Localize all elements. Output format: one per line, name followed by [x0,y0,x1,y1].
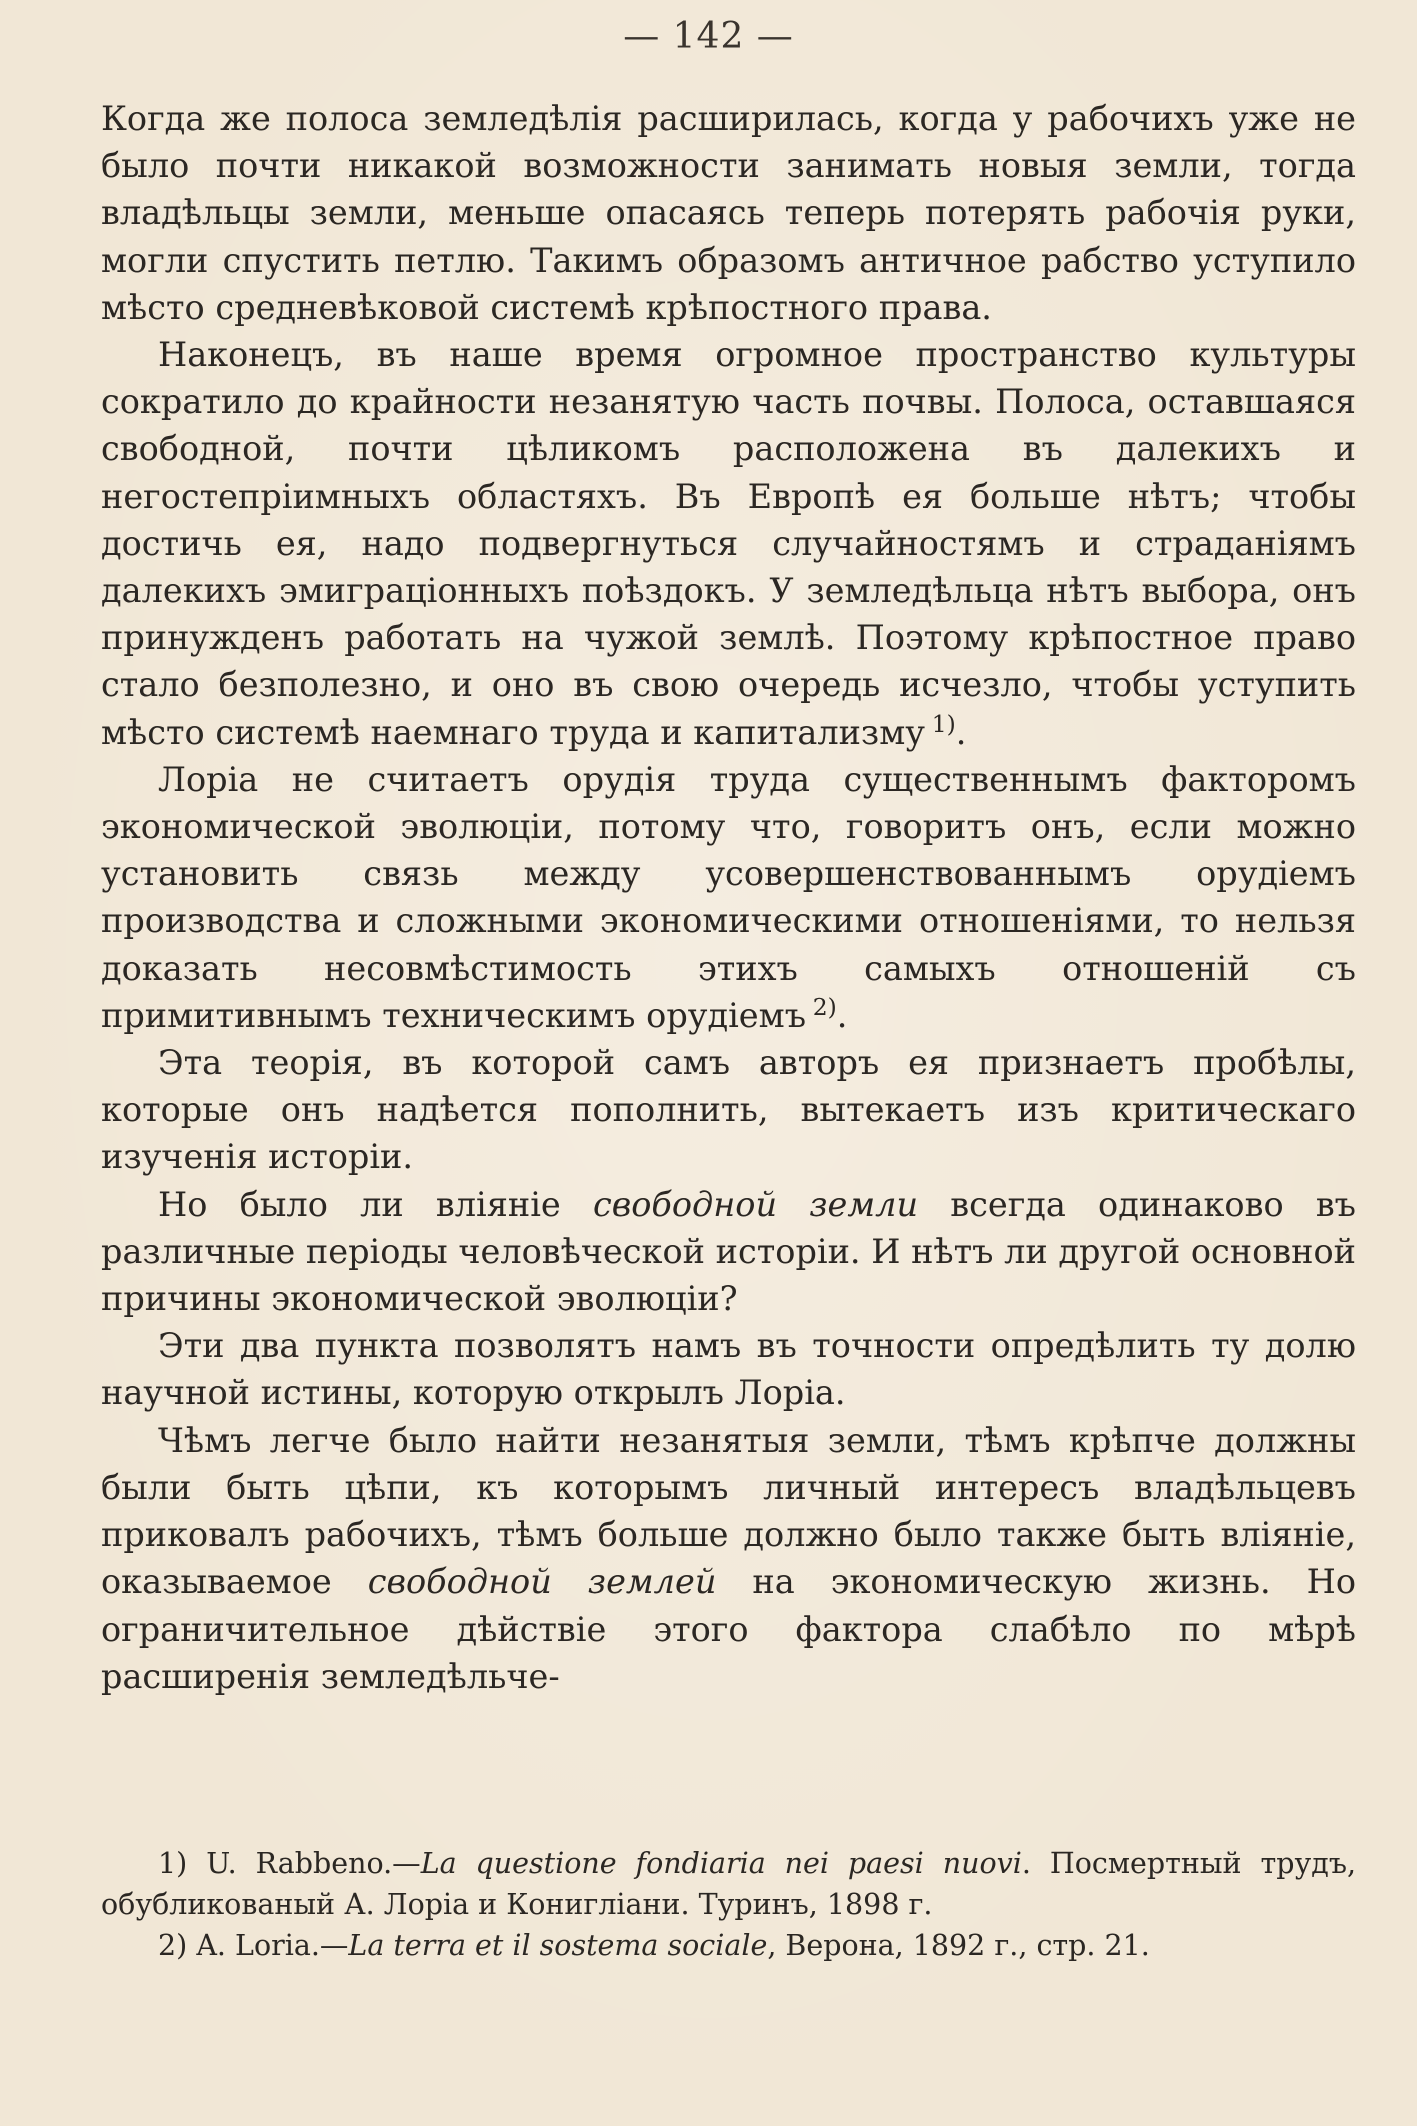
footnote-2-rest: , Верона, 1892 г., стр. 21. [767,1929,1150,1962]
paragraph-6: Эти два пункта позволятъ намъ въ точности опредѣлить ту долю научной истины, которую открылъ Лоріа. [101,1326,1356,1413]
footnote-1-rest: . Посмертный трудъ, обубликованый А. Лоріа и Конигліани. Туринъ, 1898 г. [101,1847,1357,1921]
paragraph-4: Эта теорія, въ которой самъ авторъ ея признаетъ пробѣлы, которые онъ надѣется пополнить, вытекаетъ изъ критическаго изученія исторіи. [101,1043,1356,1177]
footnote-ref-1-number: 1 [931,709,947,738]
paragraph-2 [101,331,1356,756]
paragraph-7 [101,1417,1356,1700]
footnotes [101,1843,1356,1966]
paragraph-5-before: Но было ли вліяніе [158,1184,593,1224]
paragraph-2-text: Наконецъ, въ наше время огромное пространство культуры сократило до крайности незанятую часть почвы. Полоса, оставшаяся свободной, почти цѣликомъ расположена въ далекихъ и негостепріимныхъ областяхъ. Въ Европѣ ея больше нѣтъ; чтобы достичь ея, надо подвергнуться случайностямъ и страданіямъ далекихъ эмиграціонныхъ поѣздокъ. У земледѣльца нѣтъ выбора, онъ принужденъ работать на чужой землѣ. Поэтому крѣпостное право стало безполезно, и оно въ свою очередь исчезло, чтобы уступить мѣсто системѣ наемнаго труда и капитализму [101,335,1356,752]
paragraph-2-tail: . [955,712,967,752]
footnote-1-author: U. Rabbeno.— [206,1847,421,1880]
paragraph-5-after: всегда одинаково въ различные періоды человѣческой исторіи. И нѣтъ ли другой основной причины экономической эволюціи? [101,1184,1356,1319]
footnote-1-mark: 1) [158,1847,188,1880]
paragraph-5-italic: свободной земли [592,1184,919,1224]
footnote-2-author: A. Loria.— [196,1929,349,1962]
paragraph-7-after: на экономическую жизнь. Но ограничительное дѣйствіе этого фактора слабѣло по мѣрѣ расширенія земледѣльче- [101,1562,1356,1696]
paragraph-3-text: Лоріа не считаетъ орудія труда существеннымъ факторомъ экономической эволюціи, потому что, говоритъ онъ, если можно установить связь между усовершенствованнымъ орудіемъ производства и сложными экономическими отношеніями, то нельзя доказать несовмѣстимость этихъ самыхъ отношеній съ примитивнымъ техническимъ орудіемъ [101,759,1356,1035]
footnote-2-title: La terra et il sostema sociale [348,1929,768,1962]
footnote-1 [101,1843,1356,1925]
paragraph-3-tail: . [836,995,848,1035]
footnote-ref-2: 2) [812,992,837,1021]
paragraph-1: Когда же полоса земледѣлія расширилась, когда у рабочихъ уже не было почти никакой возможности занимать новыя земли, тогда владѣльцы земли, меньше опасаясь теперь потерять рабочія руки, могли спустить петлю. Такимъ образомъ античное рабство уступило мѣсто средневѣковой системѣ крѣпостного права. [101,99,1356,327]
page-number: — 142 — [623,16,794,57]
footnote-ref-1: 1) [931,709,956,738]
paragraph-7-italic: свободной землей [367,1562,717,1602]
paragraph-5 [101,1181,1356,1323]
paragraph-3 [101,756,1356,1039]
footnote-1-title: La questione fondiaria nei paesi nuovi [420,1847,1022,1880]
footnote-2-mark: 2) [158,1929,188,1962]
footnote-ref-2-number: 2 [812,992,828,1021]
main-text [101,95,1356,1700]
paragraph-7-before: Чѣмъ легче было найти незанятыя земли, тѣмъ крѣпче должны были быть цѣпи, къ которымъ личный интересъ владѣльцевъ приковалъ рабочихъ, тѣмъ больше должно было также быть вліяніе, оказываемое [101,1420,1356,1602]
footnote-2 [101,1925,1356,1966]
